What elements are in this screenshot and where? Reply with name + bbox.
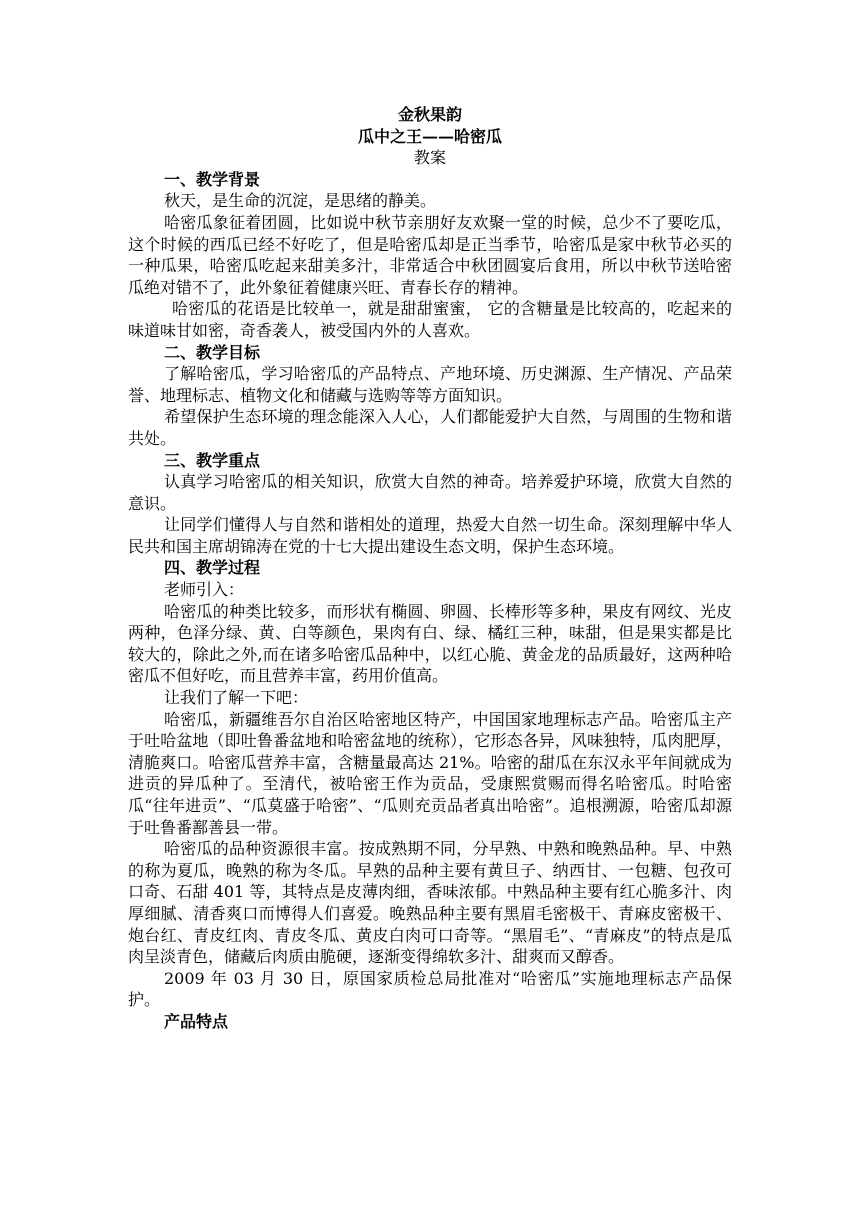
paragraph: 哈密瓜的种类比较多，而形状有椭圆、卵圆、长棒形等多种，果皮有网纹、光皮两种，色泽分绿、黄、白等颜色，果肉有白、绿、橘红三种，味甜，但是果实都是比较大的，除此之外,而在诸多哈密瓜品种中，以红心脆、黄金龙的品质最好，这两种哈密瓜不但好吃，而且营养丰富，药用价值高。 <box>128 601 732 686</box>
section-heading-key-points: 三、教学重点 <box>164 450 261 470</box>
paragraph: 希望保护生态环境的理念能深入人心，人们都能爱护大自然，与周围的生物和谐共处。 <box>128 407 732 448</box>
document-page <box>128 104 732 1033</box>
paragraph: 2009 年 03 月 30 日，原国家质检总局批准对“哈密瓜”实施地理标志产品保护。 <box>128 968 732 1010</box>
document-subtitle: 瓜中之王——哈密瓜 <box>357 126 502 146</box>
section-heading-goals: 二、教学目标 <box>164 342 261 362</box>
paragraph: 老师引入： <box>164 580 245 600</box>
paragraph: 哈密瓜，新疆维吾尔自治区哈密地区特产，中国国家地理标志产品。哈密瓜主产于吐哈盆地（即吐鲁番盆地和哈密盆地的统称），它形态各异，风味独特，瓜肉肥厚，清脆爽口。哈密瓜营养丰富，含糖量最高达 21%。哈密的甜瓜在东汉永平年间就成为进贡的异瓜种了。至清代，被哈密王作为贡品，受康熙赏赐而得名哈密瓜。时哈密瓜“往年进贡”、“瓜莫盛于哈密”、“瓜则充贡品者真出哈密”。追根溯源，哈密瓜却源于吐鲁番鄯善县一带。 <box>128 709 732 837</box>
document-title: 金秋果韵 <box>397 105 462 124</box>
paragraph: 秋天，是生命的沉淀，是思绪的静美。 <box>164 191 437 211</box>
paragraph: 认真学习哈密瓜的相关知识，欣赏大自然的神奇。培养爱护环境，欣赏大自然的意识。 <box>128 472 732 513</box>
document-type: 教案 <box>413 148 446 168</box>
paragraph: 了解哈密瓜，学习哈密瓜的产品特点、产地环境、历史渊源、生产情况、产品荣誉、地理标志、植物文化和储藏与选购等等方面知识。 <box>128 364 732 405</box>
paragraph: 哈密瓜的品种资源很丰富。按成熟期不同，分早熟、中熟和晚熟品种。早、中熟的称为夏瓜，晚熟的称为冬瓜。早熟的品种主要有黄旦子、纳西甘、一包糖、包孜可口奇、石甜 401 等，其特点是皮薄肉细，香味浓郁。中熟品种主要有红心脆多汁、肉厚细腻、清香爽口而博得人们喜爱。晚熟品种主要有黑眉毛密极干、青麻皮密极干、炮台红、青皮红肉、青皮冬瓜、黄皮白肉可口奇等。“黑眉毛”、“青麻皮”的特点是瓜肉呈淡青色，储藏后肉质由脆硬，逐渐变得绵软多汁、甜爽而又醇香。 <box>128 839 732 967</box>
paragraph: 哈密瓜象征着团圆，比如说中秋节亲朋好友欢聚一堂的时候，总少不了要吃瓜，这个时候的西瓜已经不好吃了，但是哈密瓜却是正当季节，哈密瓜是家中秋节必买的一种瓜果，哈密瓜吃起来甜美多汁，非常适合中秋团圆宴后食用，所以中秋节送哈密瓜绝对错不了，此外象征着健康兴旺、青春长存的精神。 <box>128 212 732 297</box>
paragraph: 哈密瓜的花语是比较单一，就是甜甜蜜蜜， 它的含糖量是比较高的，吃起来的味道味甘如密，奇香袭人，被受国内外的人喜欢。 <box>128 299 732 340</box>
section-heading-background: 一、教学背景 <box>164 169 261 189</box>
section-heading-process: 四、教学过程 <box>164 558 261 578</box>
paragraph: 让我们了解一下吧： <box>164 688 309 708</box>
paragraph: 让同学们懂得人与自然和谐相处的道理，热爱大自然一切生命。深刻理解中华人民共和国主席胡锦涛在党的十七大提出建设生态文明，保护生态环境。 <box>128 515 732 556</box>
section-heading-product-features: 产品特点 <box>164 1011 229 1031</box>
